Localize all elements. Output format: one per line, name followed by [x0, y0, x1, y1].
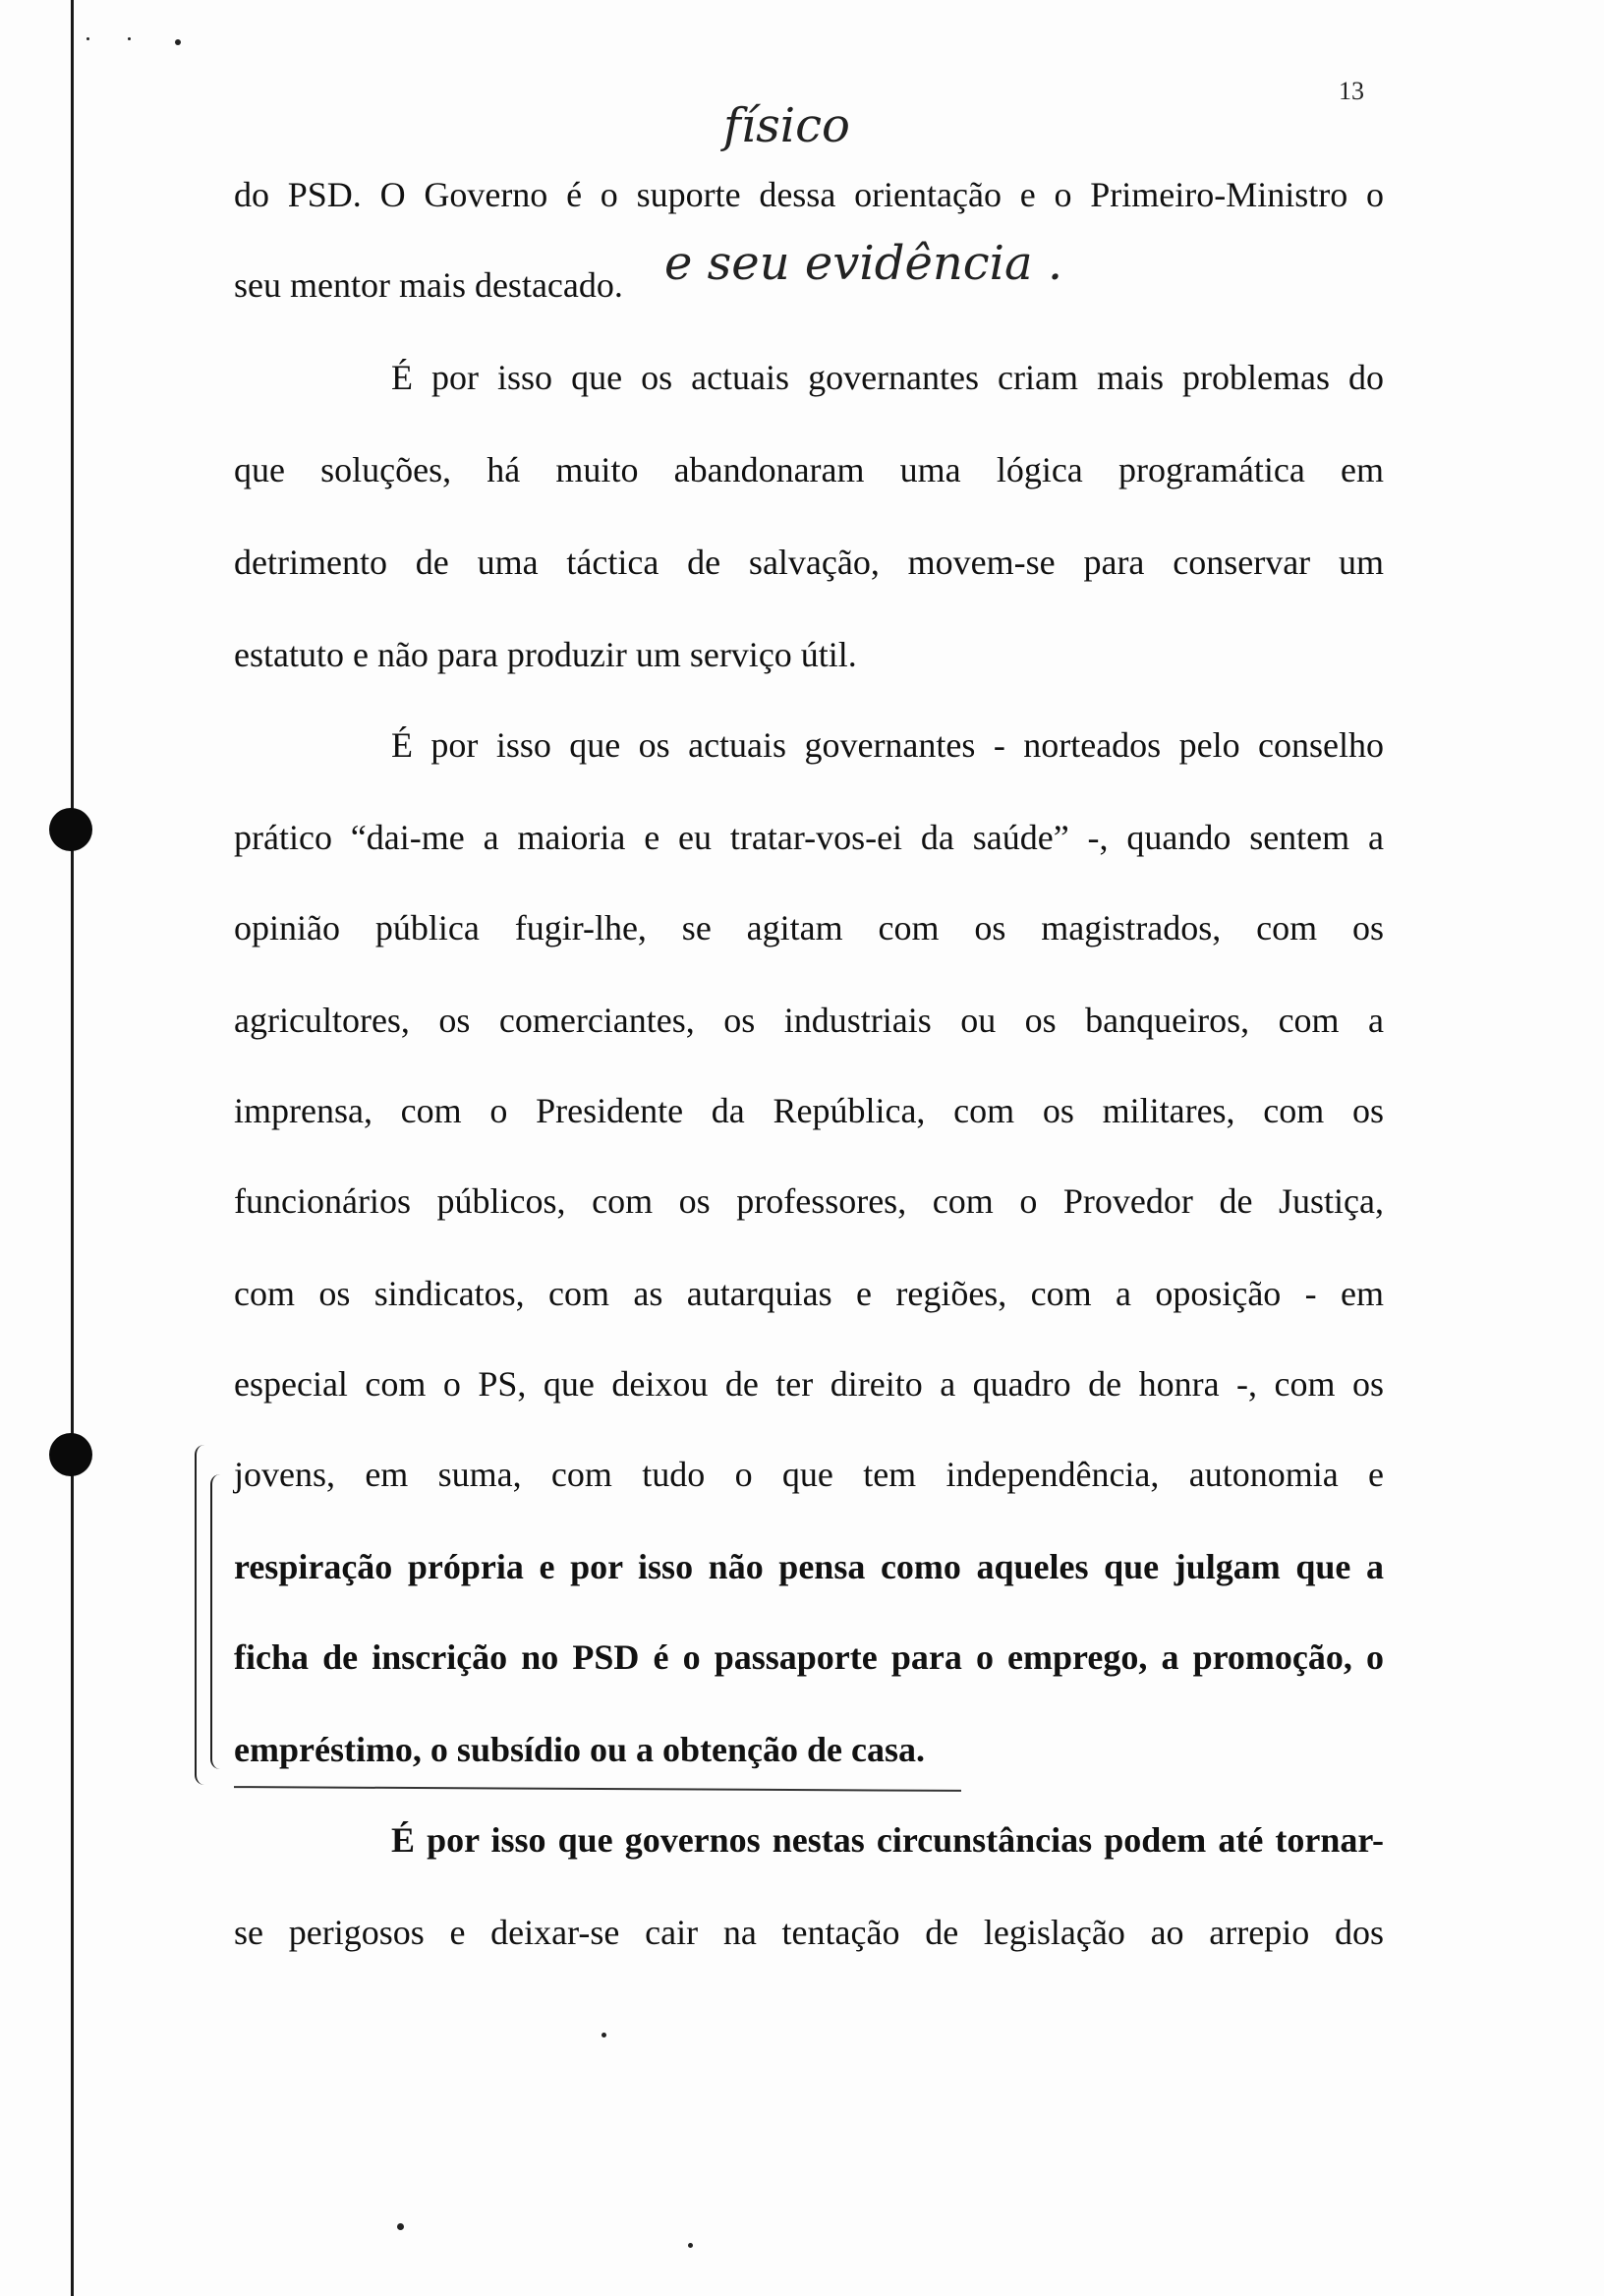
punch-hole — [49, 808, 92, 851]
scan-speck — [86, 37, 89, 40]
paragraph-line: com os sindicatos, com as autarquias e regiões, com a oposição - em — [234, 1274, 1384, 1313]
paragraph-line: funcionários públicos, com os professores, com o Provedor de Justiça, — [234, 1181, 1384, 1221]
binding-margin-line — [71, 0, 74, 2296]
paragraph-line: prático “dai-me a maioria e eu tratar-vos-ei da saúde” -, quando sentem a — [234, 818, 1384, 857]
margin-bracket — [210, 1474, 222, 1769]
paragraph-line: estatuto e não para produzir um serviço útil. — [234, 635, 857, 674]
scan-speck — [688, 2243, 693, 2248]
handwritten-underline — [234, 1784, 961, 1792]
punch-hole — [49, 1433, 92, 1476]
paragraph-line: que soluções, há muito abandonaram uma lógica programática em — [234, 450, 1384, 489]
paragraph-line: agricultores, os comerciantes, os industriais ou os banqueiros, com a — [234, 1001, 1384, 1040]
paragraph-line: especial com o PS, que deixou de ter direito a quadro de honra -, com os — [234, 1364, 1384, 1404]
paragraph-line: seu mentor mais destacado. — [234, 265, 623, 305]
handwritten-annotation-inline: e seu evidência . — [664, 236, 1063, 291]
scan-speck — [397, 2223, 404, 2230]
paragraph-line: se perigosos e deixar-se cair na tentação de legislação ao arrepio dos — [234, 1913, 1384, 1952]
paragraph-line: ficha de inscrição no PSD é o passaporte para o emprego, a promoção, o — [234, 1637, 1384, 1677]
paragraph-line: do PSD. O Governo é o suporte dessa orientação e o Primeiro-Ministro o — [234, 175, 1384, 214]
margin-bracket — [195, 1445, 208, 1785]
handwritten-annotation-above: físico — [723, 98, 850, 153]
paragraph-line: imprensa, com o Presidente da República, com os militares, com os — [234, 1091, 1384, 1130]
paragraph-line: opinião pública fugir-lhe, se agitam com os magistrados, com os — [234, 908, 1384, 947]
paragraph-line: respiração própria e por isso não pensa como aqueles que julgam que a — [234, 1547, 1384, 1586]
scan-speck — [175, 39, 181, 45]
page-number: 13 — [1339, 77, 1364, 105]
paragraph-line: empréstimo, o subsídio ou a obtenção de casa. — [234, 1730, 926, 1769]
paragraph-line: É por isso que os actuais governantes - norteados pelo conselho — [391, 725, 1384, 765]
paragraph-line: É por isso que governos nestas circunstâncias podem até tornar- — [391, 1820, 1384, 1860]
paragraph-line: É por isso que os actuais governantes criam mais problemas do — [391, 358, 1384, 397]
scan-speck — [128, 37, 131, 40]
paragraph-line: jovens, em suma, com tudo o que tem independência, autonomia e — [234, 1455, 1384, 1494]
paragraph-line: detrimento de uma táctica de salvação, movem-se para conservar um — [234, 543, 1384, 582]
scan-speck — [602, 2033, 606, 2038]
